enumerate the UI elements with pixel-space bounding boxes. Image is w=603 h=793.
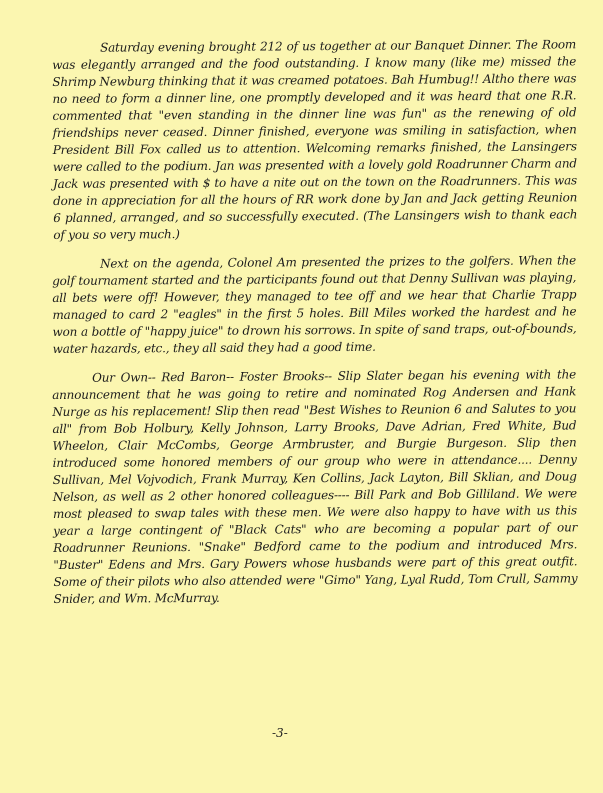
- paragraph-banquet-dinner: Saturday evening brought 212 of us together at our Banquet Dinner. The Room was elegantly arranged and the food outstanding. I know many (like me) missed the Shrimp Newburg thinking that it was creamed potatoes. Bah Humbug!! Altho there was no need to form a dinner line, one promptly developed and it was heard that one R.R. commented that "even standing in the dinner line was fun" as the renewing of old friendships never ceased. Dinner finished, everyone was smiling in satisfaction, when President Bill Fox called us to attention. Welcoming remarks finished, the Lansingers were called to the podium. Jan was presented with a lovely gold Roadrunner Charm and Jack was presented with $ to have a nite out on the town on the Roadrunners. This was done in appreciation for all the hours of RR work done by Jan and Jack getting Reunion 6 planned, arranged, and so successfully executed. (The Lansingers wish to thank each of you so very much.): [52, 37, 578, 242]
- body-text: [52, 37, 578, 620]
- page-number: -3-: [272, 726, 288, 740]
- paragraph-honored-guests: Our Own-- Red Baron-- Foster Brooks-- Slip Slater began his evening with the announcement that he was going to retire and nominated Rog Andersen and Hank Nurge as his replacement! Slip then read "Best Wishes to Reunion 6 and Salutes to you all" from Bob Holbury, Kelly Johnson, Larry Brooks, Dave Adrian, Fred White, Bud Wheelon, Clair McCombs, George Armbruster, and Burgie Burgeson. Slip then introduced some honored members of our group who were in attendance.... Denny Sullivan, Mel Vojvodich, Frank Murray, Ken Collins, Jack Layton, Bill Sklian, and Doug Nelson, as well as 2 other honored colleagues---- Bill Park and Bob Gilliland. We were most pleased to swap tales with these men. We were also happy to have with us this year a large contingent of "Black Cats" who are becoming a popular part of our Roadrunner Reunions. "Snake" Bedford came to the podium and introduced Mrs. "Buster" Edens and Mrs. Gary Powers whose husbands were part of this great outfit. Some of their pilots who also attended were "Gimo" Yang, Lyal Rudd, Tom Crull, Sammy Snider, and Wm. McMurray.: [52, 367, 578, 606]
- paragraph-golf-prizes: Next on the agenda, Colonel Am presented the prizes to the golfers. When the golf tournament started and the participants found out that Denny Sullivan was playing, all bets were off! However, they managed to tee off and we hear that Charlie Trapp managed to card 2 "eagles" in the first 5 holes. Bill Miles worked the hardest and he won a bottle of "happy juice" to drown his sorrows. In spite of sand traps, out-of-bounds, water hazards, etc., they all said they had a good time.: [52, 253, 577, 356]
